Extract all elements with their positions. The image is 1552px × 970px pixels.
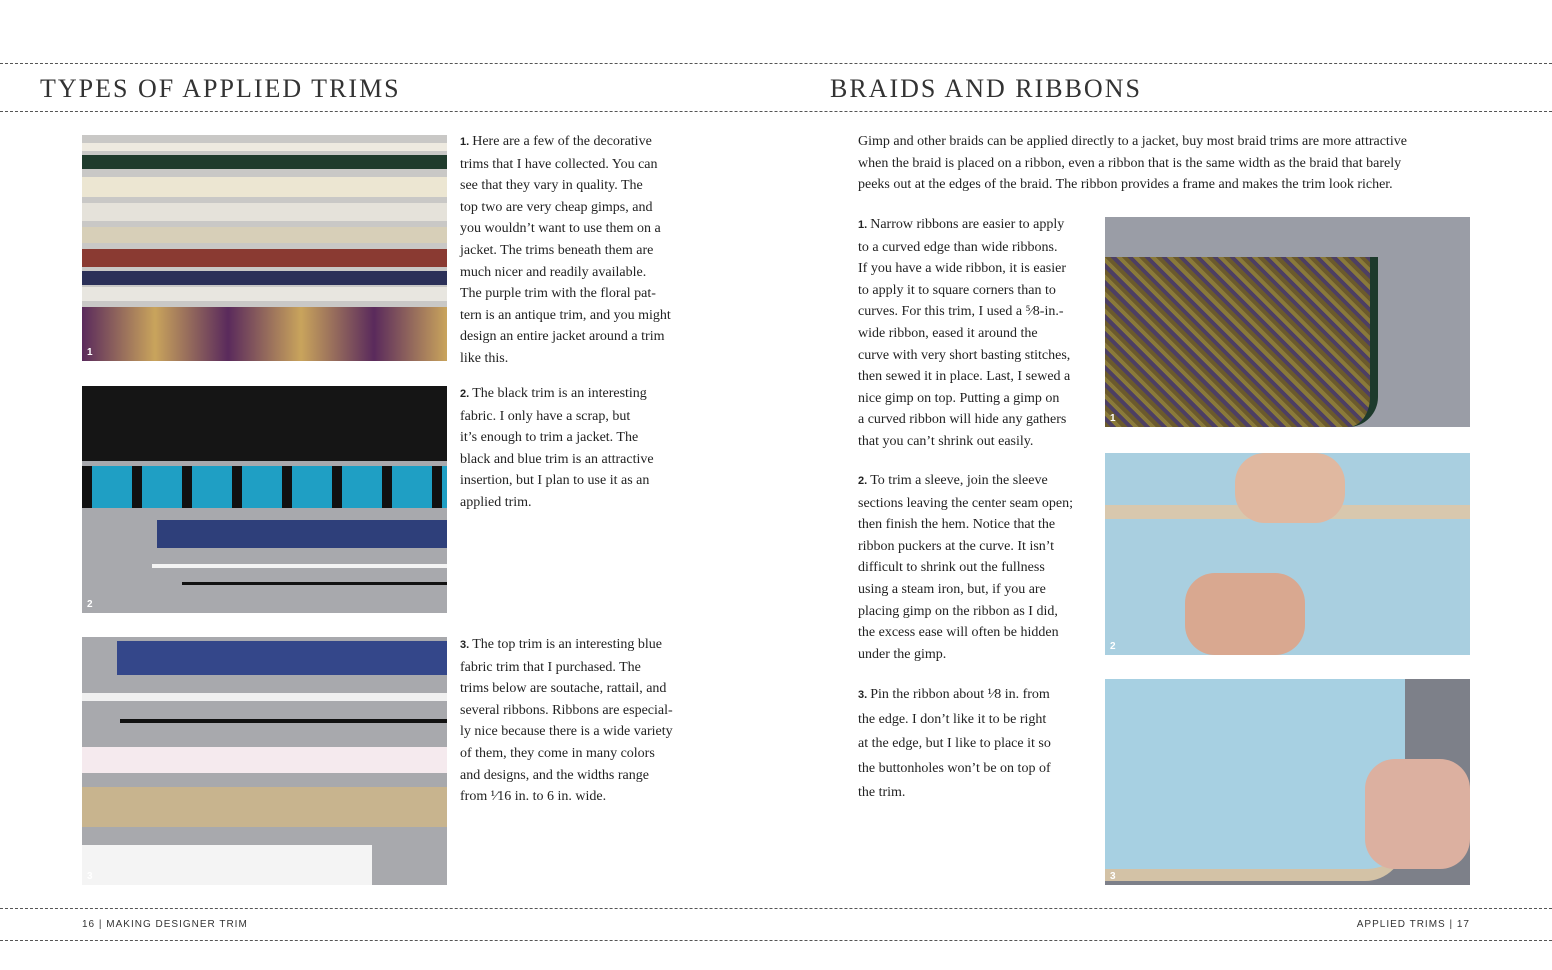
text-line: to apply it to square corners than to bbox=[858, 282, 1056, 298]
photo-label: 3 bbox=[87, 871, 93, 882]
text-line: If you have a wide ribbon, it is easier bbox=[858, 261, 1066, 277]
text-line: under the gimp. bbox=[858, 646, 947, 662]
text-line: ly nice because there is a wide variety bbox=[460, 724, 673, 740]
photo-pinned-ribbon bbox=[1105, 679, 1470, 885]
step-2-caption bbox=[460, 383, 654, 514]
text-line: fabric trim that I purchased. The bbox=[460, 659, 641, 675]
text-line: of them, they come in many colors bbox=[460, 745, 655, 761]
text-line: at the edge, but I like to place it so bbox=[858, 736, 1051, 751]
photo-ribbons bbox=[82, 637, 447, 885]
text-line: it’s enough to trim a jacket. The bbox=[460, 430, 639, 446]
text-line: difficult to shrink out the fullness bbox=[858, 560, 1045, 576]
text-line: the buttonholes won’t be on top of bbox=[858, 760, 1051, 776]
photo-black-blue-trim bbox=[82, 386, 447, 613]
text-line: jacket. The trims beneath them are bbox=[460, 242, 654, 258]
text-line: 3. Pin the ribbon about ¹⁄8 in. from bbox=[858, 687, 1050, 702]
photo-decorative-trims bbox=[82, 135, 447, 361]
text-line: insertion, but I plan to use it as an bbox=[460, 473, 650, 489]
photo-sleeve-ribbon bbox=[1105, 453, 1470, 655]
right-page-footer: APPLIED TRIMS | 17 bbox=[1356, 919, 1470, 930]
step-number: 3. bbox=[858, 689, 871, 701]
text-line: that you can’t shrink out easily. bbox=[858, 433, 1034, 449]
step-1-caption bbox=[460, 131, 671, 370]
text-line: trims below are soutache, rattail, and bbox=[460, 681, 667, 697]
text-line: wide ribbon, eased it around the bbox=[858, 325, 1038, 341]
text-line: 2. To trim a sleeve, join the sleeve bbox=[858, 473, 1048, 488]
text-line: then sewed it in place. Last, I sewed a bbox=[858, 369, 1071, 385]
text-line: several ribbons. Ribbons are especial- bbox=[460, 702, 673, 718]
text-line: like this. bbox=[460, 350, 509, 366]
photo-curved-ribbon-jacket bbox=[1105, 217, 1470, 427]
text-line: much nicer and readily available. bbox=[460, 264, 647, 280]
text-line: the trim. bbox=[858, 785, 906, 800]
step-3-caption bbox=[460, 634, 673, 808]
text-line: design an entire jacket around a trim bbox=[460, 329, 665, 345]
text-line: nice gimp on top. Putting a gimp on bbox=[858, 390, 1060, 406]
header-rule-bottom bbox=[0, 111, 1552, 112]
left-page-title: TYPES OF APPLIED TRIMS bbox=[40, 74, 401, 103]
footer-rule-top bbox=[0, 908, 1552, 909]
text-line: 2. The black trim is an interesting bbox=[460, 386, 647, 401]
text-line: ribbon puckers at the curve. It isn’t bbox=[858, 538, 1055, 554]
text-line: Gimp and other braids can be applied directly to a jacket, buy most braid trims are more attractive bbox=[858, 134, 1407, 149]
text-line: the edge. I don’t like it to be right bbox=[858, 711, 1047, 727]
text-line: trims that I have collected. You can bbox=[460, 156, 658, 172]
text-line: curve with very short basting stitches, bbox=[858, 347, 1071, 363]
text-line: top two are very cheap gimps, and bbox=[460, 199, 653, 215]
photo-label: 2 bbox=[87, 599, 93, 610]
photo-label: 3 bbox=[1110, 871, 1116, 882]
text-line: 1. Here are a few of the decorative bbox=[460, 134, 652, 149]
text-line: 3. The top trim is an interesting blue bbox=[460, 637, 662, 652]
step-number: 2. bbox=[858, 475, 871, 487]
text-line: curves. For this trim, I used a ⁵⁄8-in.- bbox=[858, 304, 1064, 320]
text-line: tern is an antique trim, and you might bbox=[460, 307, 671, 323]
header-rule-top bbox=[0, 63, 1552, 64]
right-page-title: BRAIDS AND RIBBONS bbox=[830, 74, 1142, 103]
text-line: you wouldn’t want to use them on a bbox=[460, 221, 661, 237]
text-line: using a steam iron, but, if you are bbox=[858, 581, 1046, 597]
step-number: 1. bbox=[858, 219, 871, 231]
step-number: 1. bbox=[460, 136, 473, 148]
left-page-footer: 16 | MAKING DESIGNER TRIM bbox=[82, 919, 248, 930]
text-line: see that they vary in quality. The bbox=[460, 178, 643, 194]
footer-rule-bottom bbox=[0, 940, 1552, 941]
text-line: sections leaving the center seam open; bbox=[858, 495, 1073, 511]
photo-label: 1 bbox=[87, 347, 93, 358]
text-line: the excess ease will often be hidden bbox=[858, 625, 1059, 641]
photo-label: 1 bbox=[1110, 413, 1116, 424]
text-line: then finish the hem. Notice that the bbox=[858, 517, 1056, 533]
photo-label: 2 bbox=[1110, 641, 1116, 652]
text-line: and designs, and the widths range bbox=[460, 767, 649, 783]
text-line: applied trim. bbox=[460, 494, 532, 510]
step-3-caption bbox=[858, 683, 1051, 806]
text-line: placing gimp on the ribbon as I did, bbox=[858, 603, 1058, 619]
text-line: 1. Narrow ribbons are easier to apply bbox=[858, 217, 1065, 232]
text-line: The purple trim with the floral pat- bbox=[460, 286, 656, 302]
step-number: 3. bbox=[460, 639, 473, 651]
step-number: 2. bbox=[460, 388, 473, 400]
text-line: peeks out at the edges of the braid. The ribbon provides a frame and makes the trim look richer. bbox=[858, 177, 1393, 193]
intro-paragraph bbox=[858, 131, 1407, 196]
text-line: black and blue trim is an attractive bbox=[460, 451, 654, 467]
text-line: a curved ribbon will hide any gathers bbox=[858, 412, 1067, 428]
text-line: fabric. I only have a scrap, but bbox=[460, 408, 631, 424]
text-line: when the braid is placed on a ribbon, even a ribbon that is the same width as the braid that barely bbox=[858, 155, 1402, 171]
step-1-caption bbox=[858, 214, 1070, 453]
text-line: from ¹⁄16 in. to 6 in. wide. bbox=[460, 789, 607, 805]
step-2-caption bbox=[858, 470, 1073, 665]
text-line: to a curved edge than wide ribbons. bbox=[858, 239, 1058, 255]
